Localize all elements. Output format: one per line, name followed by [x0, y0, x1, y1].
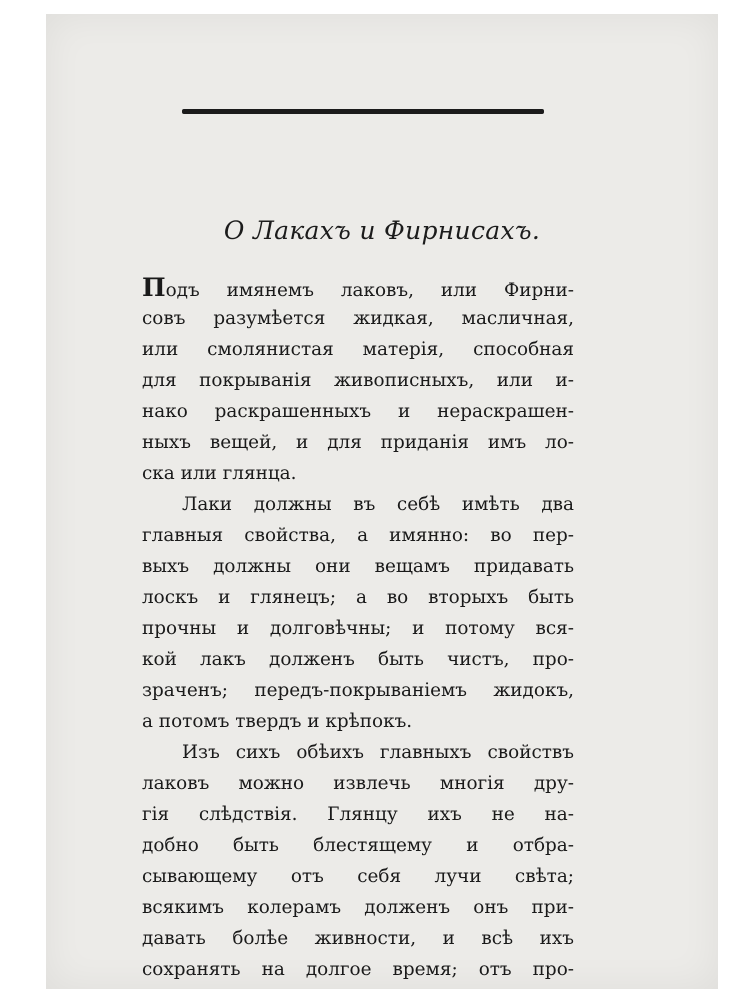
paragraph-3-line-7: давать болѣе живности, и всѣ ихъ	[142, 928, 574, 949]
paragraph-3-line-1: Изъ сихъ обѣихъ главныхъ свойствъ	[182, 742, 574, 763]
book-page	[46, 14, 718, 989]
chapter-title: О Лакахъ и Фирнисахъ.	[223, 216, 541, 245]
paragraph-3-line-4: добно быть блестящему и отбра-	[142, 835, 574, 856]
paragraph-2-line-2: главныя свойства, а имянно: во пер-	[142, 525, 574, 546]
paragraph-2-line-4: лоскъ и глянецъ; а во вторыхъ быть	[142, 587, 574, 608]
paragraph-3-line-3: гія слѣдствія. Глянцу ихъ не на-	[142, 804, 574, 825]
paragraph-1-line-6: ныхъ вещей, и для приданія имъ ло-	[142, 432, 574, 453]
paragraph-2-line-5: прочны и долговѣчны; и потому вся-	[142, 618, 574, 639]
paragraph-2-line-3: выхъ должны они вещамъ придавать	[142, 556, 574, 577]
drop-cap: П	[142, 273, 166, 302]
paragraph-1-line-3: или смолянистая матерія, способная	[142, 339, 574, 360]
paragraph-2-line-7: зраченъ; передъ-покрываніемъ жидокъ,	[142, 680, 574, 701]
paragraph-2-line-1: Лаки должны въ себѣ имѣть два	[182, 494, 574, 515]
paragraph-1-line-5: нако раскрашенныхъ и нераскрашен-	[142, 401, 574, 422]
paragraph-1-line-2: совъ разумѣется жидкая, масличная,	[142, 308, 574, 329]
paragraph-1-line-1	[142, 272, 574, 303]
body-text	[142, 272, 574, 985]
paragraph-3-line-8: сохранять на долгое время; отъ про-	[142, 959, 574, 980]
paragraph-1-line-7: ска или глянца.	[142, 463, 297, 484]
paragraph-2-line-6: кой лакъ долженъ быть чистъ, про-	[142, 649, 574, 670]
line-text: одъ имянемъ лаковъ, или Фирни-	[165, 280, 574, 301]
paragraph-1-line-4: для покрыванія живописныхъ, или и-	[142, 370, 574, 391]
paragraph-2-line-8: а потомъ твердъ и крѣпокъ.	[142, 711, 413, 732]
paragraph-3-line-5: сывающему отъ себя лучи свѣта;	[142, 866, 574, 887]
paragraph-3-line-2: лаковъ можно извлечь многія дру-	[142, 773, 574, 794]
header-rule	[182, 109, 544, 114]
paragraph-3-line-6: всякимъ колерамъ долженъ онъ при-	[142, 897, 574, 918]
